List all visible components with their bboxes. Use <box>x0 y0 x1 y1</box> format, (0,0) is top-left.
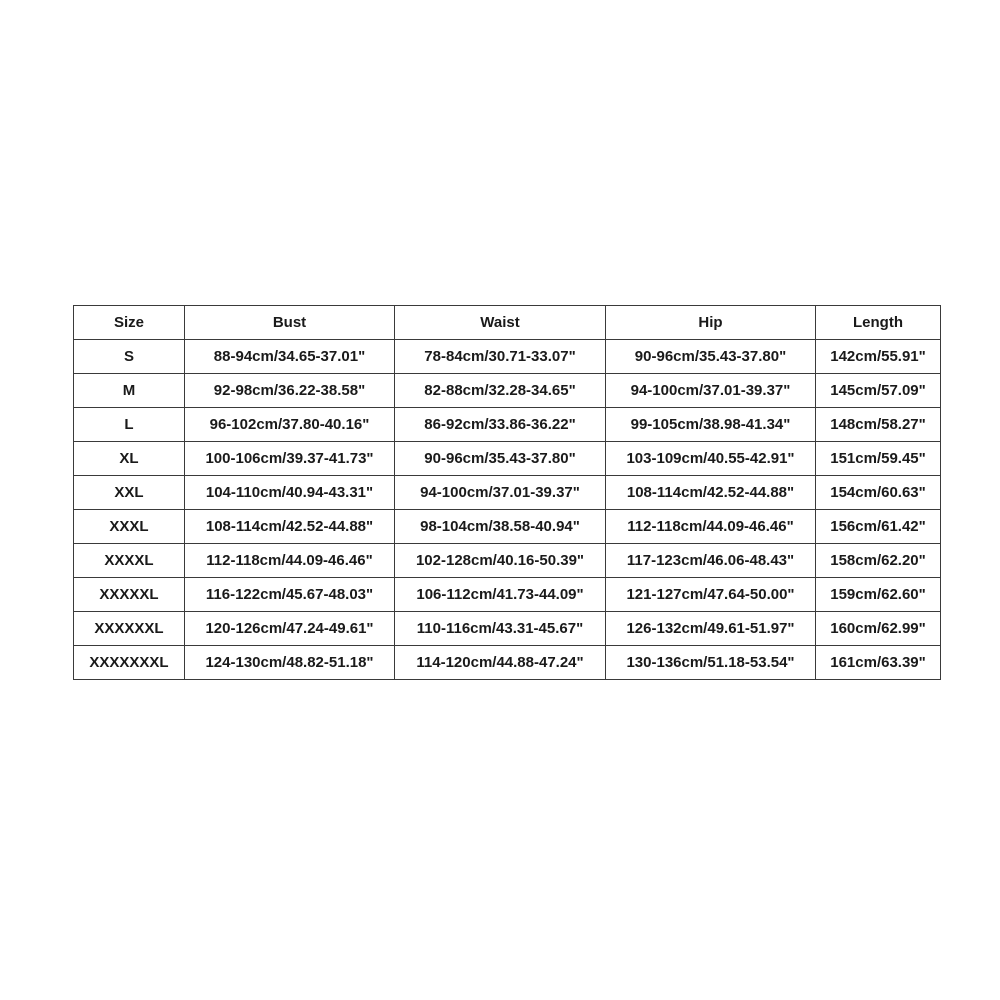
waist-cell: 90-96cm/35.43-37.80" <box>395 442 606 476</box>
table-row <box>74 442 941 476</box>
hip-cell: 90-96cm/35.43-37.80" <box>606 340 816 374</box>
size-cell: XL <box>74 442 185 476</box>
length-cell: 161cm/63.39" <box>816 646 941 680</box>
header-bust: Bust <box>185 306 395 340</box>
bust-cell: 108-114cm/42.52-44.88" <box>185 510 395 544</box>
size-cell: XXL <box>74 476 185 510</box>
size-cell: XXXXXXXL <box>74 646 185 680</box>
table-row <box>74 646 941 680</box>
length-cell: 154cm/60.63" <box>816 476 941 510</box>
table-row <box>74 408 941 442</box>
waist-cell: 114-120cm/44.88-47.24" <box>395 646 606 680</box>
table-row <box>74 374 941 408</box>
size-cell: XXXXXXL <box>74 612 185 646</box>
table-row <box>74 340 941 374</box>
bust-cell: 120-126cm/47.24-49.61" <box>185 612 395 646</box>
length-cell: 151cm/59.45" <box>816 442 941 476</box>
length-cell: 142cm/55.91" <box>816 340 941 374</box>
waist-cell: 110-116cm/43.31-45.67" <box>395 612 606 646</box>
length-cell: 156cm/61.42" <box>816 510 941 544</box>
length-cell: 159cm/62.60" <box>816 578 941 612</box>
size-cell: M <box>74 374 185 408</box>
table-row <box>74 476 941 510</box>
bust-cell: 116-122cm/45.67-48.03" <box>185 578 395 612</box>
length-cell: 160cm/62.99" <box>816 612 941 646</box>
size-cell: XXXXXL <box>74 578 185 612</box>
bust-cell: 124-130cm/48.82-51.18" <box>185 646 395 680</box>
header-waist: Waist <box>395 306 606 340</box>
hip-cell: 126-132cm/49.61-51.97" <box>606 612 816 646</box>
hip-cell: 94-100cm/37.01-39.37" <box>606 374 816 408</box>
hip-cell: 117-123cm/46.06-48.43" <box>606 544 816 578</box>
length-cell: 148cm/58.27" <box>816 408 941 442</box>
table-header-row <box>74 306 941 340</box>
waist-cell: 78-84cm/30.71-33.07" <box>395 340 606 374</box>
header-size: Size <box>74 306 185 340</box>
table-row <box>74 612 941 646</box>
bust-cell: 96-102cm/37.80-40.16" <box>185 408 395 442</box>
waist-cell: 102-128cm/40.16-50.39" <box>395 544 606 578</box>
bust-cell: 88-94cm/34.65-37.01" <box>185 340 395 374</box>
waist-cell: 106-112cm/41.73-44.09" <box>395 578 606 612</box>
length-cell: 145cm/57.09" <box>816 374 941 408</box>
waist-cell: 86-92cm/33.86-36.22" <box>395 408 606 442</box>
bust-cell: 104-110cm/40.94-43.31" <box>185 476 395 510</box>
waist-cell: 94-100cm/37.01-39.37" <box>395 476 606 510</box>
size-cell: XXXL <box>74 510 185 544</box>
size-chart-table <box>73 305 941 680</box>
hip-cell: 108-114cm/42.52-44.88" <box>606 476 816 510</box>
header-length: Length <box>816 306 941 340</box>
table-row <box>74 578 941 612</box>
header-hip: Hip <box>606 306 816 340</box>
bust-cell: 112-118cm/44.09-46.46" <box>185 544 395 578</box>
hip-cell: 99-105cm/38.98-41.34" <box>606 408 816 442</box>
hip-cell: 112-118cm/44.09-46.46" <box>606 510 816 544</box>
bust-cell: 100-106cm/39.37-41.73" <box>185 442 395 476</box>
size-cell: XXXXL <box>74 544 185 578</box>
bust-cell: 92-98cm/36.22-38.58" <box>185 374 395 408</box>
length-cell: 158cm/62.20" <box>816 544 941 578</box>
table-row <box>74 510 941 544</box>
size-cell: L <box>74 408 185 442</box>
hip-cell: 130-136cm/51.18-53.54" <box>606 646 816 680</box>
hip-cell: 121-127cm/47.64-50.00" <box>606 578 816 612</box>
waist-cell: 98-104cm/38.58-40.94" <box>395 510 606 544</box>
size-cell: S <box>74 340 185 374</box>
waist-cell: 82-88cm/32.28-34.65" <box>395 374 606 408</box>
hip-cell: 103-109cm/40.55-42.91" <box>606 442 816 476</box>
table-row <box>74 544 941 578</box>
